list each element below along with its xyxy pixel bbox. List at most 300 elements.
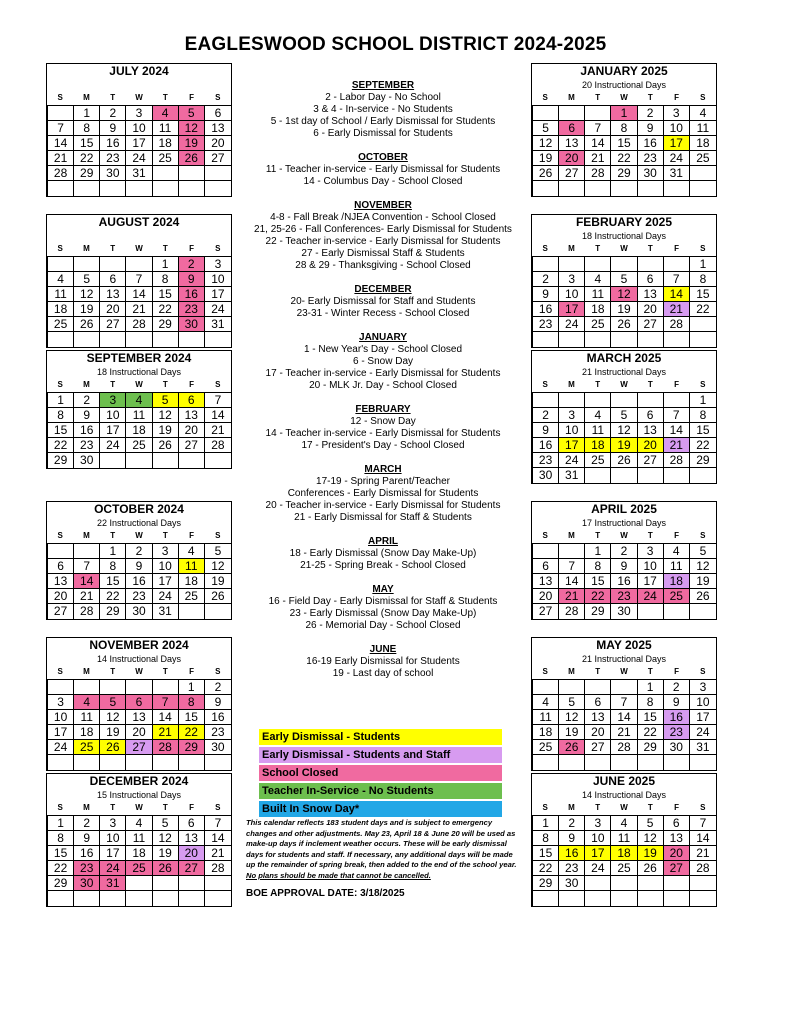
day-cell: 20 <box>638 438 664 453</box>
calendar-july-2024 <box>46 63 232 197</box>
day-cell: 29 <box>638 740 664 755</box>
day-cell: 12 <box>559 710 585 725</box>
day-cell: 14 <box>611 710 637 725</box>
day-cell: 31 <box>100 876 126 891</box>
day-cell <box>179 604 205 619</box>
day-cell: 1 <box>638 680 664 695</box>
day-cell: 8 <box>48 831 74 846</box>
day-cell: 25 <box>611 861 637 876</box>
day-cell: 20 <box>585 725 611 740</box>
day-cell: 26 <box>153 861 179 876</box>
day-cell: 4 <box>664 544 690 559</box>
weekday-label: F <box>674 93 679 102</box>
calendar-november-2024 <box>46 637 232 771</box>
weekday-label: T <box>110 380 116 389</box>
day-cell: 29 <box>48 876 74 891</box>
day-cell: 2 <box>533 272 559 287</box>
day-cell: 6 <box>638 408 664 423</box>
day-cell <box>126 257 152 272</box>
weekday-label: S <box>215 667 221 676</box>
day-cell: 24 <box>585 861 611 876</box>
note-line: 21-25 - Spring Break - School Closed <box>300 560 466 571</box>
note-heading: SEPTEMBER <box>351 80 415 91</box>
day-cell <box>638 755 664 770</box>
instructional-days: 14 Instructional Days <box>581 790 667 800</box>
day-cell <box>74 257 100 272</box>
day-cell: 3 <box>48 695 74 710</box>
day-cell: 9 <box>638 121 664 136</box>
day-cell <box>533 106 559 121</box>
day-cell: 4 <box>585 408 611 423</box>
day-cell: 28 <box>126 317 152 332</box>
day-cell: 3 <box>585 816 611 831</box>
day-cell <box>611 876 637 891</box>
day-cell: 6 <box>179 393 205 408</box>
day-cell <box>559 106 585 121</box>
weekday-label: T <box>595 93 601 102</box>
day-cell: 30 <box>74 876 100 891</box>
day-cell <box>533 393 559 408</box>
day-cell: 9 <box>664 695 690 710</box>
day-cell <box>153 891 179 906</box>
day-cell: 3 <box>126 106 152 121</box>
day-cell <box>100 453 126 468</box>
day-cell <box>205 166 231 181</box>
day-cell <box>559 332 585 347</box>
day-cell: 31 <box>205 317 231 332</box>
weekday-label: S <box>57 380 63 389</box>
day-cell: 1 <box>533 816 559 831</box>
day-cell <box>153 755 179 770</box>
weekday-label: W <box>620 93 628 102</box>
day-cell: 22 <box>585 589 611 604</box>
day-cell: 9 <box>559 831 585 846</box>
note-line: 12 - Snow Day <box>350 416 416 427</box>
note-line: 1 - New Year's Day - School Closed <box>303 344 463 355</box>
day-cell: 23 <box>533 317 559 332</box>
disclaimer-text: This calendar reflects 183 student days and is subject to emergency changes and other adjustments. May 23, April 18 & June 20 will be used as make-up days if inclement weather occurs. These will be early dismissal days for students and staff. If necessary, any additional days will be made up the remainder of spring break, then added to the end of the school year. <box>246 818 517 869</box>
day-cell: 21 <box>585 151 611 166</box>
day-cell: 5 <box>690 544 716 559</box>
day-cell: 15 <box>533 846 559 861</box>
day-cell <box>611 332 637 347</box>
day-cell: 13 <box>664 831 690 846</box>
day-cell <box>74 755 100 770</box>
day-cell: 24 <box>664 151 690 166</box>
weekday-label: S <box>700 380 706 389</box>
weekday-label: M <box>83 380 90 389</box>
day-cell: 25 <box>153 151 179 166</box>
day-cell: 10 <box>153 559 179 574</box>
day-cell: 15 <box>690 287 716 302</box>
day-cell: 2 <box>126 544 152 559</box>
day-cell <box>126 181 152 196</box>
day-cell <box>205 755 231 770</box>
day-cell: 25 <box>585 453 611 468</box>
note-line: 4-8 - Fall Break /NJEA Convention - School Closed <box>270 212 496 223</box>
weekday-label: W <box>620 803 628 812</box>
day-cell <box>48 106 74 121</box>
weekday-label: T <box>595 244 601 253</box>
day-cell: 10 <box>205 272 231 287</box>
day-cell: 4 <box>126 816 152 831</box>
instructional-days: 21 Instructional Days <box>581 654 667 664</box>
day-cell: 2 <box>611 544 637 559</box>
day-cell: 30 <box>533 468 559 483</box>
day-cell: 5 <box>153 393 179 408</box>
day-cell: 23 <box>533 453 559 468</box>
weekday-label: T <box>595 803 601 812</box>
day-cell <box>585 680 611 695</box>
day-cell: 15 <box>585 574 611 589</box>
weekday-label: S <box>542 93 548 102</box>
day-cell: 4 <box>126 393 152 408</box>
weekday-label: F <box>189 244 194 253</box>
day-grid <box>532 392 716 483</box>
day-cell <box>690 876 716 891</box>
month-title: MARCH 2025 <box>586 351 662 365</box>
day-cell: 22 <box>533 861 559 876</box>
day-cell <box>690 891 716 906</box>
day-cell: 18 <box>664 574 690 589</box>
note-line: 3 & 4 - In-service - No Students <box>313 104 453 115</box>
calendar-december-2024 <box>46 773 232 907</box>
day-cell: 27 <box>585 740 611 755</box>
note-line: 21 - Early Dismissal for Staff & Students <box>294 512 472 523</box>
day-cell <box>533 891 559 906</box>
day-cell: 13 <box>179 408 205 423</box>
weekday-header <box>47 242 231 256</box>
day-cell: 30 <box>559 876 585 891</box>
weekday-label: W <box>620 244 628 253</box>
day-cell <box>48 181 74 196</box>
note-line: 6 - Early Dismissal for Students <box>313 128 453 139</box>
day-cell: 3 <box>559 408 585 423</box>
note-line: 17 - Teacher in-service - Early Dismissal for Students <box>265 368 501 379</box>
weekday-label: T <box>110 667 116 676</box>
instructional-days: 14 Instructional Days <box>96 654 182 664</box>
day-grid <box>532 815 716 906</box>
month-title: APRIL 2025 <box>591 502 657 516</box>
weekday-header <box>47 529 231 543</box>
day-cell: 29 <box>611 166 637 181</box>
month-title: JANUARY 2025 <box>580 64 668 78</box>
day-cell: 9 <box>126 559 152 574</box>
weekday-label: F <box>189 93 194 102</box>
month-title: JUNE 2025 <box>592 774 656 788</box>
day-cell: 5 <box>533 121 559 136</box>
day-cell: 29 <box>690 453 716 468</box>
day-cell: 14 <box>205 408 231 423</box>
day-grid <box>532 105 716 196</box>
day-cell: 22 <box>153 302 179 317</box>
day-cell: 25 <box>48 317 74 332</box>
day-cell: 4 <box>179 544 205 559</box>
day-cell: 7 <box>126 272 152 287</box>
day-cell <box>126 680 152 695</box>
weekday-label: T <box>110 93 116 102</box>
day-cell: 28 <box>205 861 231 876</box>
day-cell <box>690 317 716 332</box>
day-cell: 29 <box>585 604 611 619</box>
weekday-header <box>532 242 716 256</box>
day-cell <box>690 755 716 770</box>
day-cell: 19 <box>559 725 585 740</box>
day-cell <box>100 755 126 770</box>
day-cell <box>611 891 637 906</box>
day-cell: 25 <box>74 740 100 755</box>
day-grid <box>47 256 231 347</box>
note-heading: DECEMBER <box>354 284 412 295</box>
note-line: 27 - Early Dismissal Staff & Students <box>301 248 465 259</box>
page-title: EAGLESWOOD SCHOOL DISTRICT 2024-2025 <box>184 34 607 55</box>
day-cell: 3 <box>100 393 126 408</box>
note-line: 2 - Labor Day - No School <box>325 92 441 103</box>
day-cell: 19 <box>74 302 100 317</box>
day-cell <box>153 332 179 347</box>
day-cell: 8 <box>585 559 611 574</box>
day-cell: 8 <box>179 695 205 710</box>
day-cell: 27 <box>179 438 205 453</box>
day-cell: 18 <box>533 725 559 740</box>
day-cell <box>690 468 716 483</box>
weekday-label: S <box>542 244 548 253</box>
weekday-label: S <box>215 244 221 253</box>
day-cell: 31 <box>664 166 690 181</box>
day-cell <box>74 680 100 695</box>
day-cell: 16 <box>74 846 100 861</box>
day-cell: 29 <box>533 876 559 891</box>
day-cell: 5 <box>611 408 637 423</box>
day-cell <box>585 393 611 408</box>
day-cell: 31 <box>126 166 152 181</box>
day-cell: 5 <box>74 272 100 287</box>
day-cell: 27 <box>638 453 664 468</box>
day-cell <box>611 755 637 770</box>
day-cell: 27 <box>100 317 126 332</box>
day-cell <box>179 755 205 770</box>
legend-item: Early Dismissal - Students and Staff <box>259 747 502 763</box>
day-cell: 2 <box>205 680 231 695</box>
note-line: 14 - Teacher in-service - Early Dismissal for Students <box>265 428 501 439</box>
weekday-header <box>532 91 716 105</box>
day-grid <box>532 256 716 347</box>
day-cell: 4 <box>153 106 179 121</box>
day-cell: 27 <box>533 604 559 619</box>
day-cell: 9 <box>533 287 559 302</box>
day-cell <box>664 332 690 347</box>
day-cell: 26 <box>690 589 716 604</box>
day-cell: 19 <box>100 725 126 740</box>
day-cell: 2 <box>179 257 205 272</box>
day-cell: 19 <box>690 574 716 589</box>
day-cell: 13 <box>48 574 74 589</box>
day-cell: 17 <box>664 136 690 151</box>
day-cell: 15 <box>611 136 637 151</box>
day-cell <box>690 604 716 619</box>
instructional-days: 20 Instructional Days <box>581 80 667 90</box>
day-cell: 17 <box>48 725 74 740</box>
weekday-label: S <box>542 667 548 676</box>
day-cell: 25 <box>126 438 152 453</box>
day-cell: 2 <box>100 106 126 121</box>
day-cell: 28 <box>611 740 637 755</box>
day-cell: 6 <box>48 559 74 574</box>
day-cell <box>559 891 585 906</box>
day-cell: 11 <box>179 559 205 574</box>
weekday-label: T <box>647 667 653 676</box>
day-cell: 26 <box>100 740 126 755</box>
day-cell: 10 <box>638 559 664 574</box>
day-cell: 11 <box>48 287 74 302</box>
day-cell: 30 <box>205 740 231 755</box>
day-cell: 17 <box>126 136 152 151</box>
instructional-days: 18 Instructional Days <box>96 367 182 377</box>
day-cell: 11 <box>690 121 716 136</box>
day-cell: 11 <box>533 710 559 725</box>
day-cell: 26 <box>179 151 205 166</box>
day-cell: 9 <box>205 695 231 710</box>
day-cell: 17 <box>100 846 126 861</box>
day-cell: 27 <box>664 861 690 876</box>
weekday-header <box>532 378 716 392</box>
day-cell: 26 <box>611 453 637 468</box>
day-cell <box>664 257 690 272</box>
day-cell <box>48 544 74 559</box>
weekday-label: T <box>647 93 653 102</box>
day-cell <box>690 181 716 196</box>
day-cell: 4 <box>690 106 716 121</box>
day-cell: 25 <box>664 589 690 604</box>
day-cell: 22 <box>690 302 716 317</box>
weekday-label: S <box>215 380 221 389</box>
note-line: Conferences - Early Dismissal for Students <box>287 488 479 499</box>
day-cell: 11 <box>585 423 611 438</box>
day-cell: 16 <box>205 710 231 725</box>
day-cell: 26 <box>638 861 664 876</box>
day-cell: 14 <box>664 423 690 438</box>
day-cell: 26 <box>533 166 559 181</box>
day-cell: 11 <box>153 121 179 136</box>
day-cell: 18 <box>126 423 152 438</box>
day-cell: 1 <box>585 544 611 559</box>
day-cell: 23 <box>74 861 100 876</box>
day-cell: 22 <box>48 861 74 876</box>
day-cell: 14 <box>153 710 179 725</box>
day-cell: 8 <box>74 121 100 136</box>
day-cell <box>153 166 179 181</box>
day-cell: 12 <box>74 287 100 302</box>
day-cell: 4 <box>48 272 74 287</box>
day-cell: 22 <box>638 725 664 740</box>
day-cell: 6 <box>664 816 690 831</box>
weekday-label: T <box>110 244 116 253</box>
day-cell: 28 <box>74 604 100 619</box>
weekday-label: M <box>83 244 90 253</box>
day-cell: 13 <box>533 574 559 589</box>
note-section <box>240 332 526 392</box>
day-cell <box>585 181 611 196</box>
note-section <box>240 644 526 680</box>
day-cell: 17 <box>638 574 664 589</box>
weekday-label: M <box>83 93 90 102</box>
weekday-label: S <box>700 803 706 812</box>
day-cell: 17 <box>153 574 179 589</box>
weekday-label: M <box>568 667 575 676</box>
weekday-label: T <box>162 244 168 253</box>
weekday-label: S <box>57 667 63 676</box>
day-cell: 13 <box>126 710 152 725</box>
day-cell: 26 <box>559 740 585 755</box>
day-cell <box>533 544 559 559</box>
weekday-label: S <box>542 531 548 540</box>
day-cell: 1 <box>48 816 74 831</box>
note-line: 23 - Early Dismissal (Snow Day Make-Up) <box>289 608 477 619</box>
note-line: 16 - Field Day - Early Dismissal for Staff & Students <box>268 596 498 607</box>
instructional-days: 21 Instructional Days <box>581 367 667 377</box>
day-cell: 10 <box>585 831 611 846</box>
day-cell: 5 <box>179 106 205 121</box>
day-cell: 12 <box>611 423 637 438</box>
day-cell: 4 <box>533 695 559 710</box>
day-cell: 16 <box>611 574 637 589</box>
day-cell <box>559 680 585 695</box>
calendar-january-2025 <box>531 63 717 197</box>
day-cell <box>153 181 179 196</box>
day-cell: 10 <box>559 423 585 438</box>
day-cell: 16 <box>664 710 690 725</box>
day-cell: 23 <box>179 302 205 317</box>
note-line: 20- Early Dismissal for Staff and Students <box>290 296 476 307</box>
day-cell: 20 <box>205 136 231 151</box>
weekday-label: F <box>189 803 194 812</box>
day-cell: 12 <box>153 831 179 846</box>
note-section <box>240 464 526 524</box>
day-cell: 22 <box>48 438 74 453</box>
day-cell: 24 <box>48 740 74 755</box>
day-cell <box>664 876 690 891</box>
weekday-label: F <box>674 244 679 253</box>
calendar-may-2025 <box>531 637 717 771</box>
day-cell: 21 <box>48 151 74 166</box>
day-cell: 30 <box>611 604 637 619</box>
day-cell: 21 <box>205 423 231 438</box>
day-cell: 15 <box>48 846 74 861</box>
day-cell <box>48 332 74 347</box>
note-heading: OCTOBER <box>358 152 408 163</box>
day-cell: 27 <box>638 317 664 332</box>
day-cell <box>48 680 74 695</box>
day-cell: 23 <box>74 438 100 453</box>
day-cell <box>664 891 690 906</box>
day-cell: 29 <box>100 604 126 619</box>
day-cell <box>533 332 559 347</box>
weekday-label: F <box>189 667 194 676</box>
day-cell: 12 <box>153 408 179 423</box>
day-cell <box>74 544 100 559</box>
day-cell: 22 <box>179 725 205 740</box>
day-cell: 10 <box>664 121 690 136</box>
day-cell: 11 <box>74 710 100 725</box>
day-cell: 10 <box>559 287 585 302</box>
day-cell: 16 <box>533 438 559 453</box>
day-cell: 14 <box>126 287 152 302</box>
day-cell <box>611 393 637 408</box>
day-cell: 20 <box>179 846 205 861</box>
day-cell <box>638 891 664 906</box>
day-cell <box>690 332 716 347</box>
day-cell: 29 <box>179 740 205 755</box>
